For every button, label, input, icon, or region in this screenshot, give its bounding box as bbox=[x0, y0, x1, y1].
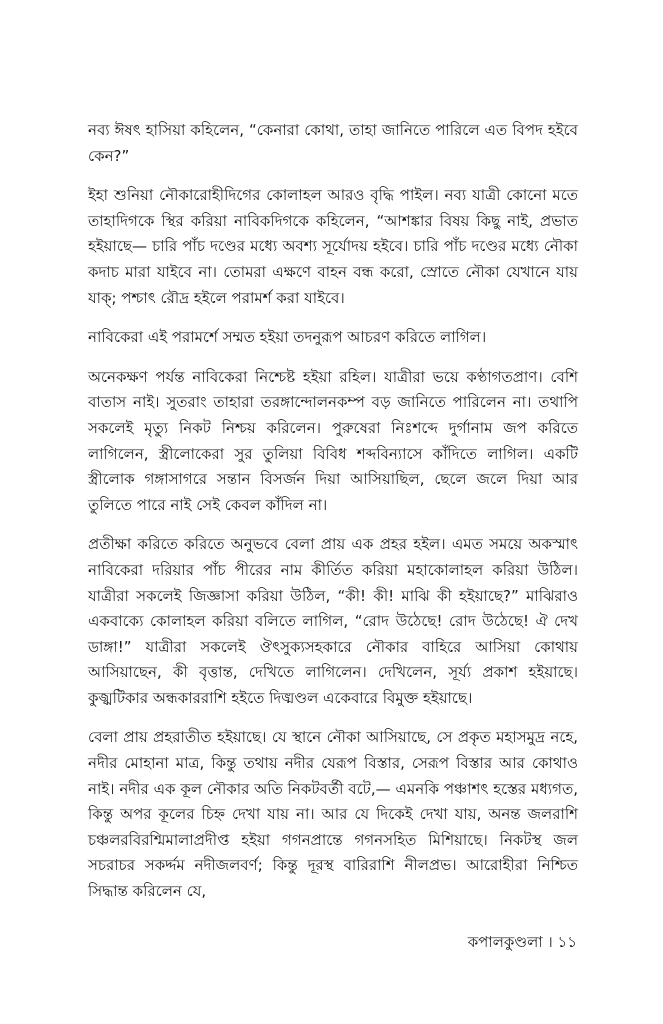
paragraph: বেলা প্রায় প্রহরাতীত হইয়াছে। যে স্থানে নৌকা আসিয়াছে, সে প্রকৃত মহাসমুদ্র নহে, নদীর মোহানা মাত্র, কিন্তু তথায় নদীর যেরূপ বিস্তার, সেরূপ বিস্তার আর কোথাও নাই। নদীর এক কূল নৌকার অতি নিকটবর্তী বটে,— এমনকি পঞ্চাশৎ হস্তের মধ্যগত, কিন্তু অপর কূলের চিহ্ন দেখা যায় না। আর যে দিকেই দেখা যায়, অনন্ত জলরাশি চঞ্চলরবিরশ্মিমালাপ্রদীপ্ত হইয়া গগনপ্রান্তে গগনসহিত মিশিয়াছে। নিকটস্থ জল সচরাচর সকর্দ্দম নদীজলবর্ণ; কিন্তু দূরস্থ বারিরাশি নীলপ্রভ। আরোহীরা নিশ্চিত সিদ্ধান্ত করিলেন যে, bbox=[88, 728, 578, 901]
paragraph: অনেকক্ষণ পর্যন্ত নাবিকেরা নিশ্চেষ্ট হইয়া রহিল। যাত্রীরা ভয়ে কণ্ঠাগতপ্রাণ। বেশি বাতাস নাই। সুতরাং তাহারা তরঙ্গান্দোলনকম্প বড় জানিতে পারিলেন না। তথাপি সকলেই মৃত্যু নিকট নিশ্চয় করিলেন। পুরুষেরা নিঃশব্দে দুর্গানাম জপ করিতে লাগিলেন, স্ত্রীলোকেরা সুর তুলিয়া বিবিধ শব্দবিন্যাসে কাঁদিতে লাগিল। একটি স্ত্রীলোক গঙ্গাসাগরে সন্তান বিসর্জন দিয়া আসিয়াছিল, ছেলে জলে দিয়া আর তুলিতে পারে নাই সেই কেবল কাঁদিল না। bbox=[88, 367, 578, 514]
paragraph: প্রতীক্ষা করিতে করিতে অনুভবে বেলা প্রায় এক প্রহর হইল। এমত সময়ে অকস্মাৎ নাবিকেরা দরিয়ার পাঁচ পীরের নাম কীর্তিত করিয়া মহাকোলাহল করিয়া উঠিল। যাত্রীরা সকলেই জিজ্ঞাসা করিয়া উঠিল, “কী! কী! মাঝি কী হইয়াছে?” মাঝিরাও একবাক্যে কোলাহল করিয়া বলিতে লাগিল, “রোদ উঠেছে! রোদ উঠেছে! ঐ দেখ ডাঙ্গা!” যাত্রীরা সকলেই ঔৎসুক্যসহকারে নৌকার বাহিরে আসিয়া কোথায় আসিয়াছেন, কী বৃত্তান্ত, দেখিতে লাগিলেন। দেখিলেন, সূর্য্য প্রকাশ হইয়াছে। কুজ্ঝটিকার অন্ধকাররাশি হইতে দিঙ্মণ্ডল একেবারে বিমুক্ত হইয়াছে। bbox=[88, 535, 578, 707]
paragraph: নাবিকেরা এই পরামর্শে সম্মত হইয়া তদনুরূপ আচরণ করিতে লাগিল। bbox=[88, 328, 487, 347]
body-text bbox=[88, 118, 578, 919]
paragraph: নব্য ঈষৎ হাসিয়া কহিলেন, “কেনারা কোথা, তাহা জানিতে পারিলে এত বিপদ হইবে কেন?” bbox=[88, 121, 578, 165]
paragraph: ইহা শুনিয়া নৌকারোহীদিগের কোলাহল আরও বৃদ্ধি পাইল। নব্য যাত্রী কোনো মতে তাহাদিগকে স্থির করিয়া নাবিকদিগকে কহিলেন, “আশঙ্কার বিষয় কিছু নাই, প্রভাত হইয়াছে— চারি পাঁচ দণ্ডের মধ্যে অবশ্য সূর্যোদয় হইবে। চারি পাঁচ দণ্ডের মধ্যে নৌকা কদাচ মারা যাইবে না। তোমরা এক্ষণে বাহন বন্ধ করো, স্রোতে নৌকা যেখানে যায় যাক্; পশ্চাৎ রৌদ্র হইলে পরামর্শ করা যাইবে। bbox=[88, 186, 578, 307]
page-footer: কপালকুণ্ডলা । ১১ bbox=[467, 933, 577, 951]
